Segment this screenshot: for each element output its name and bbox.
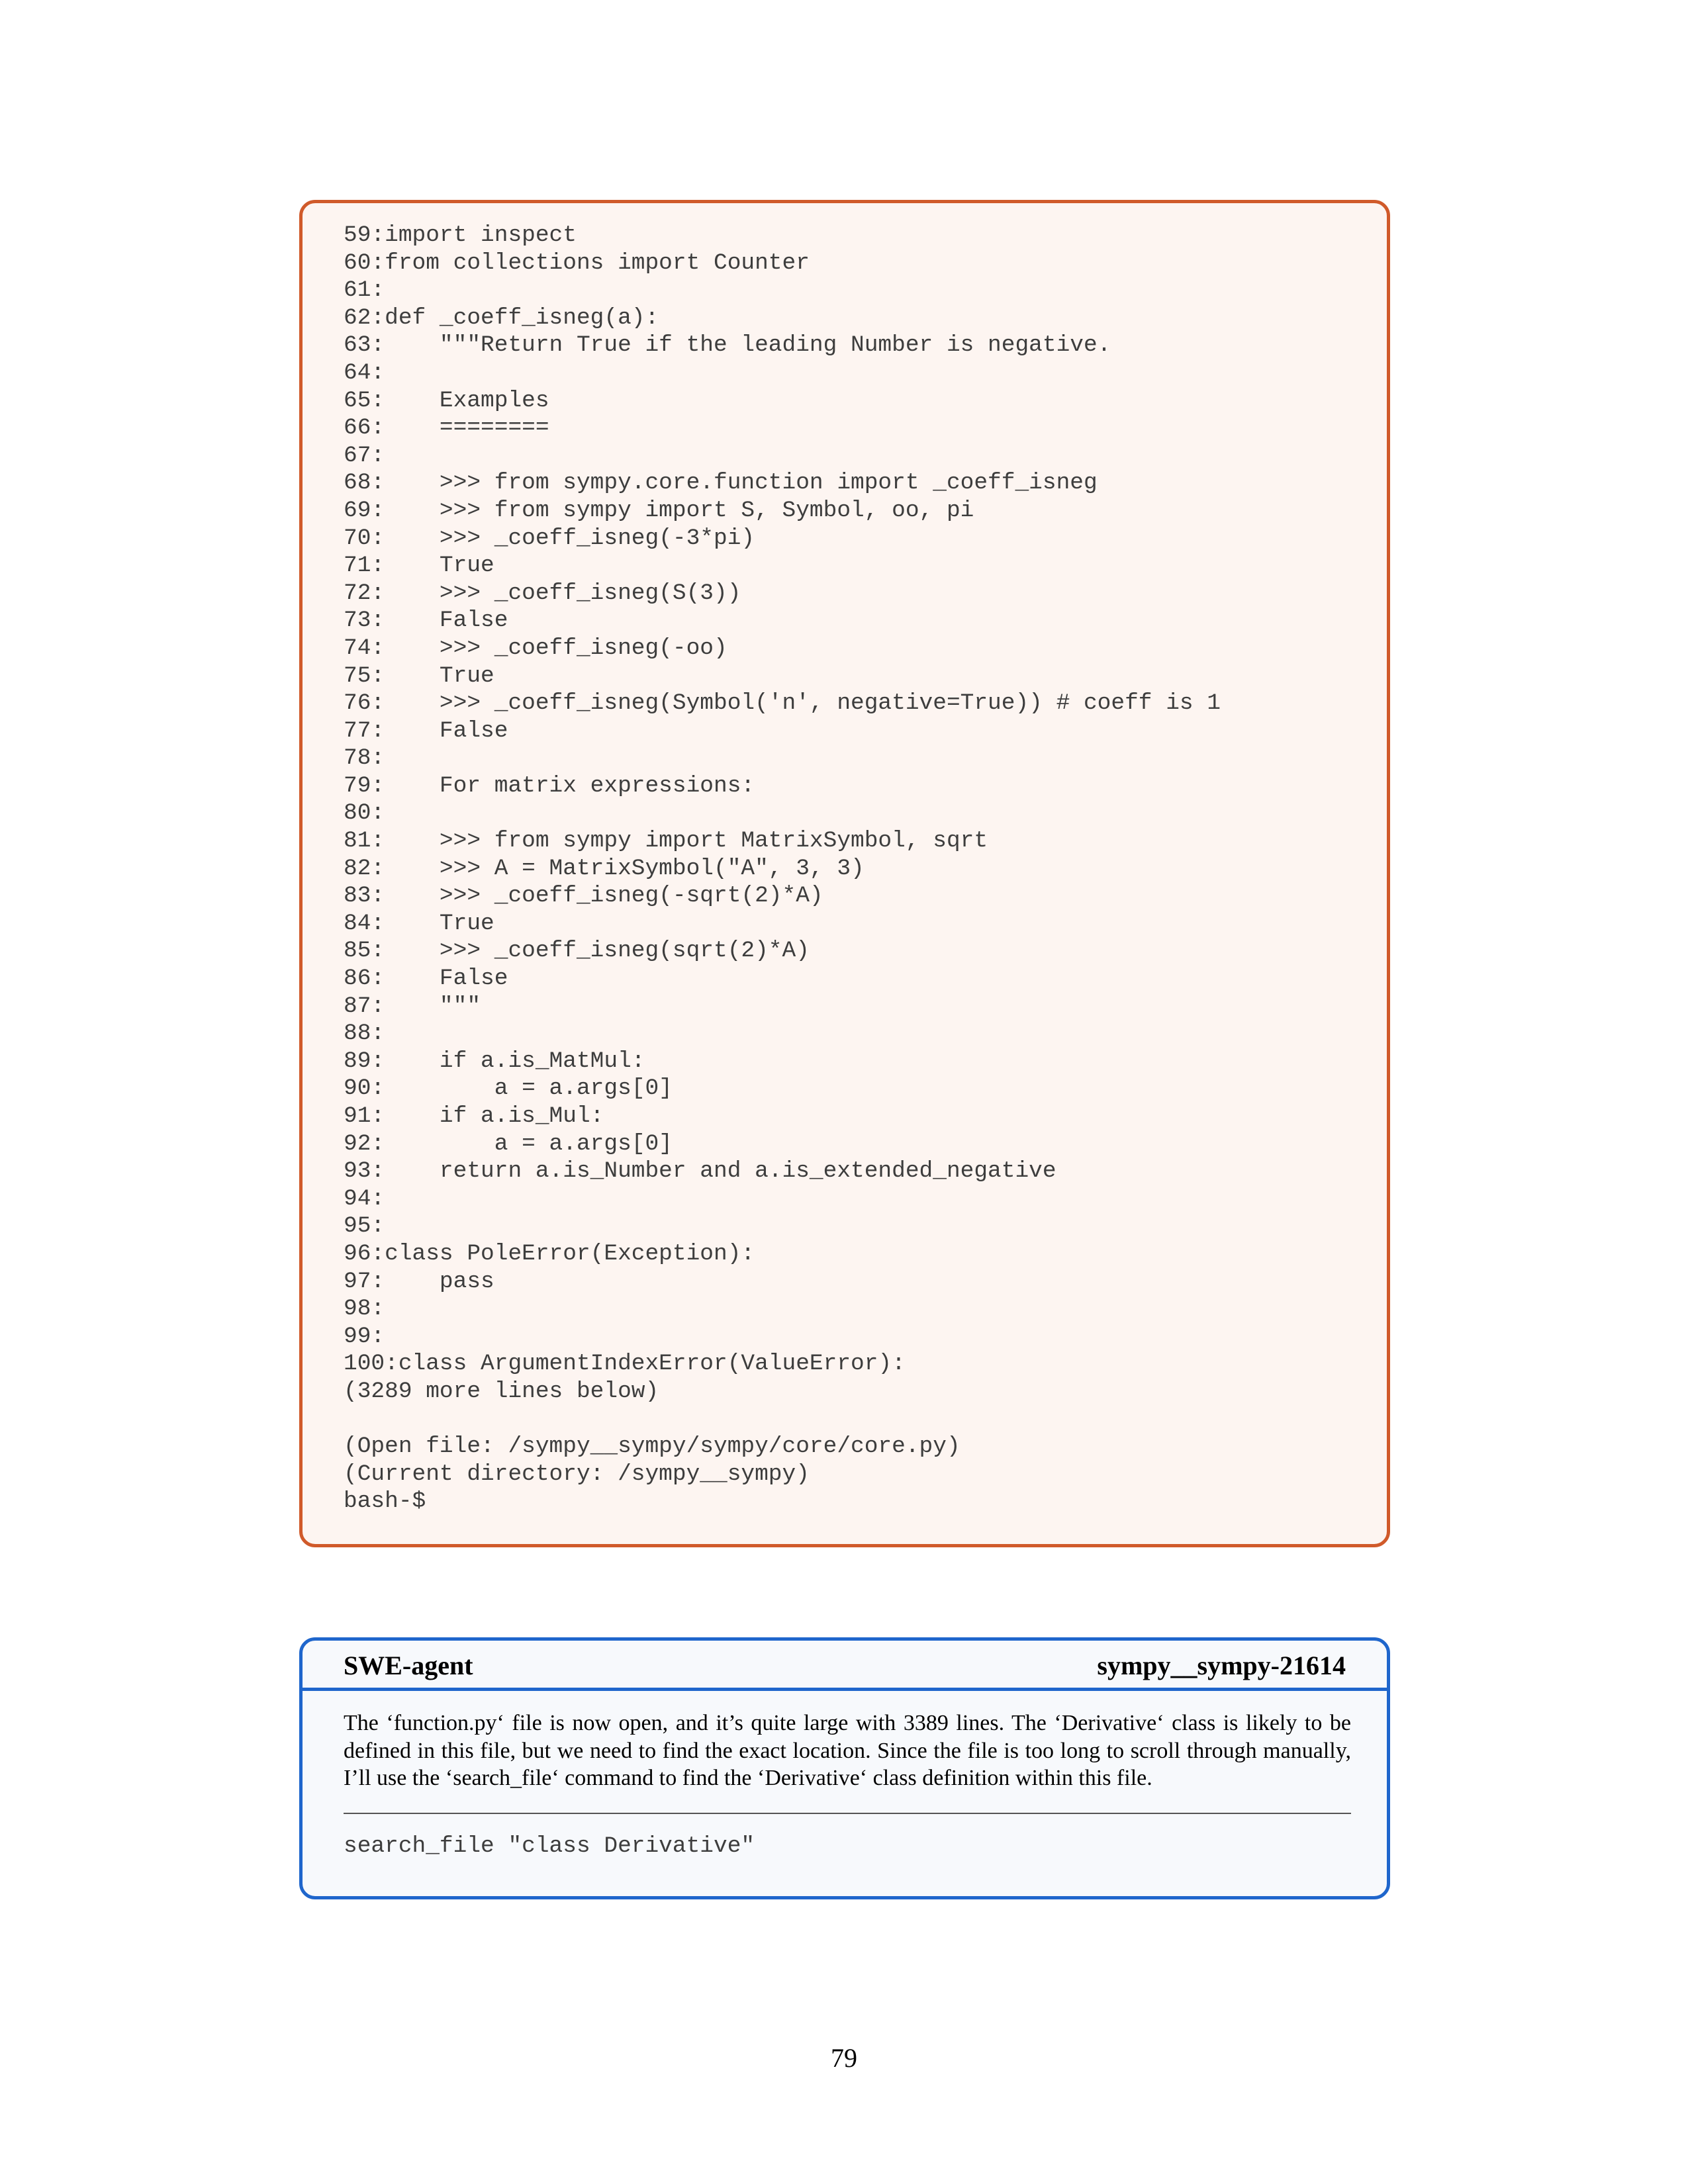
agent-name: SWE-agent [344, 1651, 473, 1680]
instance-id: sympy__sympy-21614 [1097, 1651, 1346, 1680]
divider [344, 1813, 1351, 1814]
page-number: 79 [831, 2043, 857, 2073]
agent-action-command: search_file "class Derivative" [344, 1833, 755, 1859]
agent-box [299, 1637, 1390, 1899]
agent-thought: The ‘function.py‘ file is now open, and it’s quite large with 3389 lines. The ‘Derivative‘ class is likely to be defined in this file, but we need to find the exact location. Since the file is too long to scroll through manually, I’ll use the ‘search_file‘ command to find the ‘Derivative‘ class definition within this file. [344, 1711, 1351, 1790]
agent-header [303, 1641, 1387, 1691]
observation-code: 59:import inspect 60:from collections import Counter 61: 62:def _coeff_isneg(a): 63: """Return True if the leading Number is negative. 64: 65: Examples 66: ======== 67: 68: >>> from sympy.core.function import _coeff_isneg 69: >>> from sympy import S, Symbol, oo, pi 70: >>> _coeff_isneg(-3*pi) 71: True 72: >>> _coeff_isneg(S(3)) 73: False 74: >>> _coeff_isneg(-oo) 75: True 76: >>> _coeff_isneg(Symbol('n', negative=True)) # coeff is 1 77: False 78: 79: For matrix expressions: 80: 81: >>> from sympy import MatrixSymbol, sqrt 82: >>> A = MatrixSymbol("A", 3, 3) 83: >>> _coeff_isneg(-sqrt(2)*A) 84: True 85: >>> _coeff_isneg(sqrt(2)*A) 86: False 87: """ 88: 89: if a.is_MatMul: 90: a = a.args[0] 91: if a.is_Mul: 92: a = a.args[0] 93: return a.is_Number and a.is_extended_negative 94: 95: 96:class PoleError(Exception): 97: pass 98: 99: 100:class ArgumentIndexError(ValueError): (3289 more lines below) (Open file: /sympy__sympy/sympy/core/core.py) (Current directory: /sympy__sympy) bash-$ [344, 222, 1221, 1515]
observation-box [299, 200, 1390, 1547]
